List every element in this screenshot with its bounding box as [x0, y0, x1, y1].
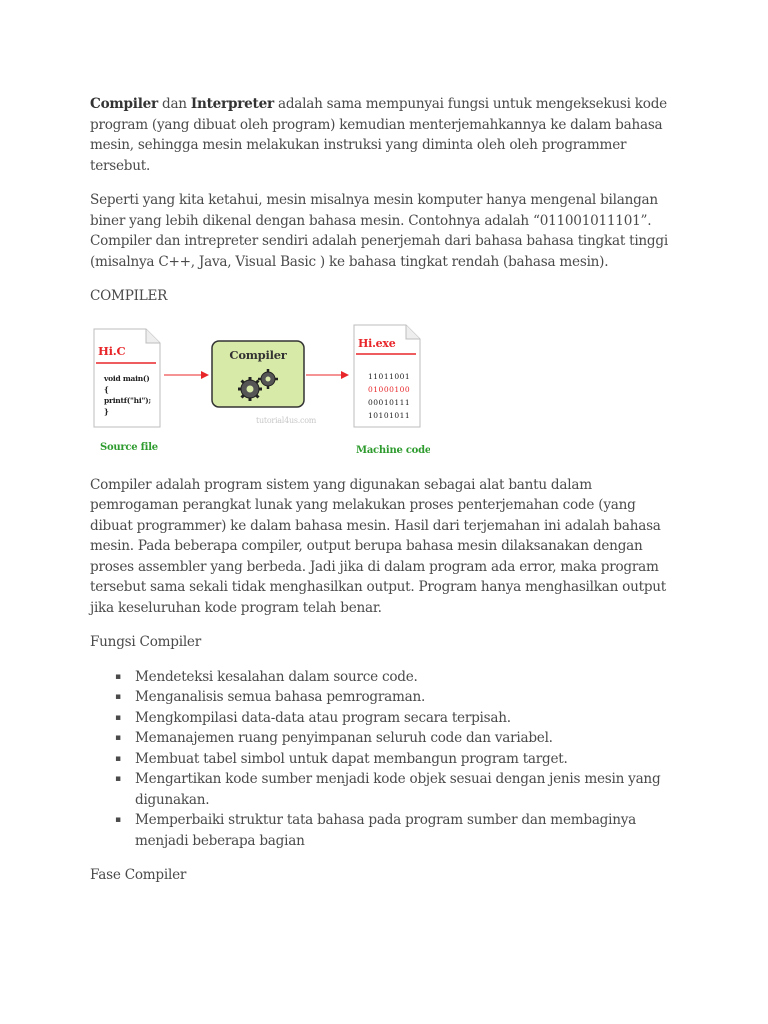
bullet-icon: ▪	[115, 671, 121, 682]
source-filename: Hi.C	[98, 343, 126, 358]
term-compiler: Compiler	[90, 96, 158, 112]
paragraph-compiler-definition: Compiler adalah program sistem yang digunakan sebagai alat bantu dalam pemrogaman perangkat lunak yang melakukan proses penterjemahan code (yang dibuat programmer) ke dalam bahasa mesin. Hasil dari terjemahan ini adalah bahasa mesin. Pada beberapa compiler, output berupa bahasa mesin dilaksanakan dengan proses assembler yang berbeda. Jadi jika di dalam program ada error, maka program tersebut sama sekali tidak menghasilkan output. Program hanya menghasilkan output jika keseluruhan kode program telah benar.	[90, 476, 666, 616]
compiler-diagram-svg	[90, 317, 430, 457]
list-item-text: Mendeteksi kesalahan dalam source code.	[135, 668, 418, 685]
output-file-icon	[354, 325, 420, 427]
source-caption: Source file	[100, 441, 158, 453]
intro-rest: adalah sama mempunyai fungsi untuk mengeksekusi kode program (yang dibuat oleh program) kemudian menterjemahkannya ke dalam bahasa mesin, sehingga mesin melakukan instruksi yang diminta oleh oleh programmer tersebut.	[90, 96, 667, 174]
document-content	[90, 94, 680, 886]
binary-line: 11011001	[368, 371, 411, 381]
list-item-text: Mengkompilasi data-data atau program secara terpisah.	[135, 709, 511, 726]
output-caption: Machine code	[356, 444, 430, 456]
source-code-line: {	[104, 384, 109, 394]
term-interpreter: Interpreter	[190, 96, 274, 112]
source-code-line: void main()	[104, 373, 150, 383]
fungsi-list	[90, 667, 680, 852]
bullet-icon: ▪	[115, 774, 121, 784]
source-code-line: }	[104, 406, 109, 416]
bullet-icon: ▪	[115, 815, 121, 825]
bullet-icon: ▪	[115, 712, 121, 723]
list-item-text: Menganalisis semua bahasa pemrograman.	[135, 689, 426, 705]
compiler-diagram	[90, 317, 430, 457]
intro-connector: dan	[157, 96, 191, 112]
list-item	[90, 810, 680, 851]
list-item-text: Membuat tabel simbol untuk dapat membangun program target.	[135, 750, 568, 767]
output-filename: Hi.exe	[358, 336, 396, 350]
list-item	[90, 769, 680, 810]
heading-fase-compiler: Fase Compiler	[90, 867, 187, 883]
watermark: tutorial4us.com	[256, 415, 317, 425]
list-item	[90, 687, 680, 708]
paragraph-biner: Seperti yang kita ketahui, mesin misalnya mesin komputer hanya mengenal bilangan biner yang lebih dikenal dengan bahasa mesin. Contohnya adalah “011001011101”. Compiler dan intrepreter sendiri adalah penerjemah dari bahasa bahasa tingkat tinggi (misalnya C++, Java, Visual Basic ) ke bahasa tingkat rendah (bahasa mesin).	[90, 192, 668, 270]
compiler-label: Compiler	[229, 347, 287, 362]
list-item-text: Memperbaiki struktur tata bahasa pada program sumber dan membaginya menjadi beberapa bagian	[135, 812, 637, 849]
heading-fungsi-compiler: Fungsi Compiler	[90, 634, 201, 650]
list-item	[90, 708, 680, 729]
compiler-box	[212, 341, 304, 407]
source-code-line: printf("hi");	[104, 395, 151, 405]
intro-paragraph	[90, 94, 680, 176]
bullet-icon: ▪	[115, 733, 121, 743]
bullet-icon: ▪	[115, 753, 121, 764]
binary-line: 00010111	[368, 397, 411, 407]
list-item	[90, 728, 680, 749]
heading-compiler: COMPILER	[90, 288, 168, 304]
binary-line: 01000100	[368, 384, 411, 394]
source-file-icon	[94, 329, 160, 427]
list-item	[90, 667, 680, 688]
list-item-text: Memanajemen ruang penyimpanan seluruh code dan variabel.	[135, 730, 553, 746]
binary-line: 10101011	[368, 410, 411, 420]
list-item-text: Mengartikan kode sumber menjadi kode objek sesuai dengan jenis mesin yang digunakan.	[135, 771, 661, 808]
bullet-icon: ▪	[115, 692, 121, 702]
list-item	[90, 749, 680, 770]
